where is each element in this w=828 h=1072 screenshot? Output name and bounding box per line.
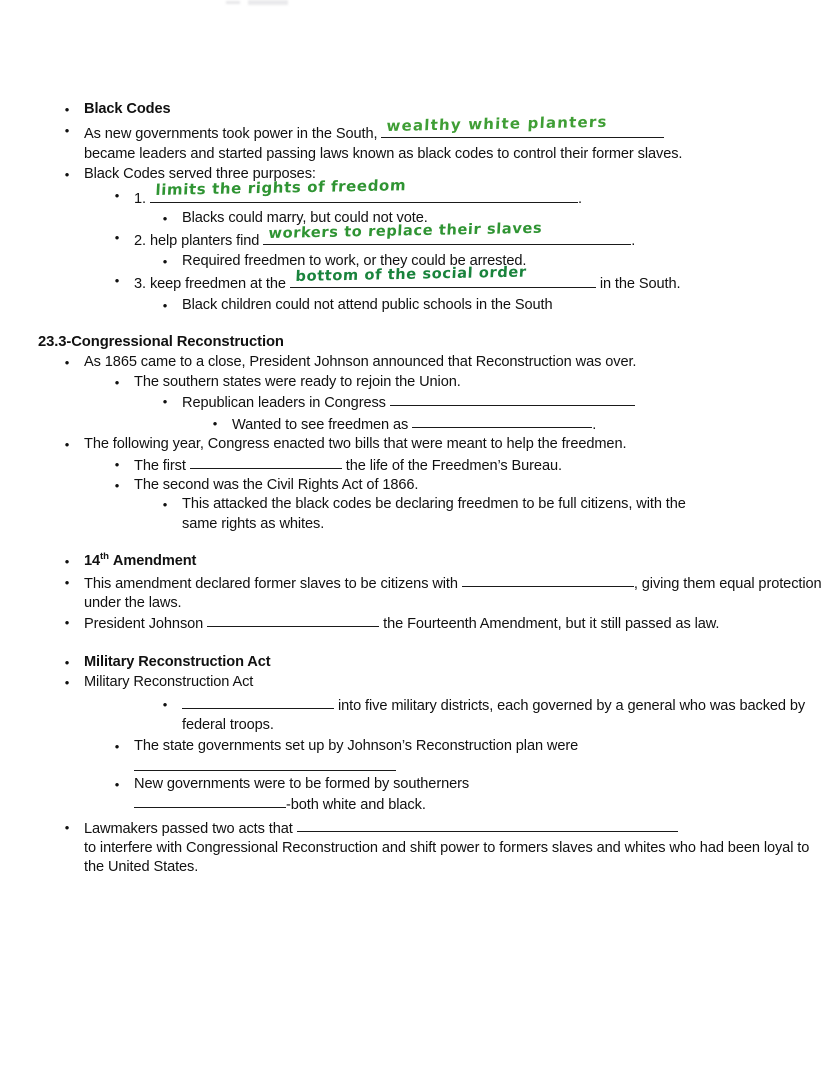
- congressional-b7-text: The second was the Civil Rights Act of 1866.: [134, 476, 419, 493]
- bullet-icon: •: [64, 437, 70, 453]
- answer-blank-intro[interactable]: [381, 112, 664, 138]
- bullet-icon: •: [162, 394, 168, 410]
- heading-military-reconstruction-act: [0, 653, 828, 672]
- military-b4-text-after: -both white and black.: [286, 797, 426, 814]
- bullet-icon: •: [64, 355, 70, 371]
- purpose-3-text-after: in the South.: [599, 276, 681, 293]
- military-b1-text: Military Reconstruction Act: [84, 674, 254, 691]
- purpose-1-number: 1.: [134, 190, 146, 207]
- congressional-b1-text: As 1865 came to a close, President Johnson announced that Reconstruction was over.: [84, 354, 637, 371]
- bullet-icon: •: [162, 253, 168, 269]
- purpose-3-number: 3.: [134, 276, 146, 293]
- military-b3-text: The state governments set up by Johnson’s Reconstruction plan were: [134, 738, 579, 755]
- answer-blank-state-governments[interactable]: [134, 770, 396, 771]
- congressional-b6-text-after: the life of the Freedmen’s Bureau.: [345, 457, 562, 474]
- heading-14th-amendment: [0, 552, 828, 571]
- amendment-heading-superscript: th: [100, 551, 109, 563]
- congressional-b2: [0, 373, 828, 392]
- purpose-3: [0, 263, 828, 294]
- congressional-b4-text: Wanted to see freedmen as: [232, 416, 409, 433]
- document-content: [0, 100, 828, 878]
- handwritten-answer-purpose-2: workers to replace their slaves: [268, 219, 543, 243]
- answer-blank-republican-leaders[interactable]: [390, 392, 635, 406]
- purpose-2-sub-text: Required freedmen to work, or they could be arrested.: [182, 252, 527, 269]
- purpose-1-period: .: [577, 190, 582, 207]
- handwritten-answer-intro: wealthy white planters: [386, 112, 609, 135]
- answer-blank-purpose-2[interactable]: [263, 219, 631, 245]
- bullet-icon: •: [114, 456, 120, 472]
- answer-blank-the-first[interactable]: [190, 455, 342, 469]
- answer-blank-wanted-freedmen[interactable]: [412, 414, 592, 428]
- purpose-2-period: .: [631, 233, 636, 250]
- amendment-heading-number: 14: [84, 553, 101, 570]
- purpose-2-number: 2.: [134, 233, 146, 250]
- bullet-icon: •: [114, 477, 120, 493]
- congressional-b3: [0, 392, 828, 413]
- congressional-title: 23.3-Congressional Reconstruction: [38, 334, 284, 351]
- bullet-icon: •: [162, 497, 168, 513]
- bullet-icon: •: [64, 819, 70, 835]
- congressional-b3-text: Republican leaders in Congress: [182, 395, 386, 412]
- heading-congressional-reconstruction: [0, 333, 828, 352]
- congressional-b4: [0, 414, 828, 435]
- answer-blank-citizens-with[interactable]: [462, 573, 634, 587]
- military-b3: [0, 737, 828, 770]
- military-b2: [0, 695, 828, 736]
- military-b4: [0, 775, 828, 816]
- bullet-icon: •: [64, 654, 70, 670]
- bullet-icon: •: [162, 696, 168, 712]
- amendment-b1-text-before: This amendment declared former slaves to be citizens with: [84, 575, 458, 592]
- congressional-b6: [0, 455, 828, 476]
- bullet-icon: •: [64, 615, 70, 631]
- scan-artifact: [248, 0, 288, 5]
- bullet-icon: •: [114, 273, 120, 289]
- amendment-heading-word: Amendment: [112, 553, 197, 570]
- military-b4-text: New governments were to be formed by southerners: [134, 775, 470, 792]
- purpose-2: [0, 219, 828, 251]
- purpose-3-sub: [0, 296, 828, 315]
- congressional-b8: [0, 495, 828, 534]
- military-b5-text-before: Lawmakers passed two acts that: [84, 820, 293, 837]
- bullet-icon: •: [64, 167, 70, 183]
- bullet-icon: •: [114, 739, 120, 755]
- congressional-b7: [0, 476, 828, 495]
- answer-blank-divided-south[interactable]: [182, 695, 334, 709]
- military-b5: [0, 818, 828, 878]
- bullet-icon: •: [162, 297, 168, 313]
- handwritten-answer-purpose-3: bottom of the social order: [294, 263, 527, 285]
- answer-blank-president-johnson[interactable]: [207, 613, 379, 627]
- military-b5-text-after: to interfere with Congressional Reconstruction and shift power to formers slaves and whites who had been loyal to the United States.: [84, 840, 810, 876]
- purposes-lead-text: Black Codes served three purposes:: [84, 166, 316, 183]
- amendment-b1-text-after: , giving them equal protection under the laws.: [84, 575, 822, 611]
- purpose-2-text-before: help planters find: [149, 233, 260, 250]
- purpose-1: [0, 176, 828, 209]
- bullet-icon: •: [114, 187, 120, 203]
- bullet-icon: •: [64, 123, 70, 139]
- purpose-3-sub-text: Black children could not attend public schools in the South: [182, 296, 553, 313]
- bullet-icon: •: [212, 415, 218, 431]
- answer-blank-lawmakers-acts[interactable]: [297, 818, 678, 832]
- bullet-icon: •: [64, 554, 70, 570]
- bullet-icon: •: [114, 374, 120, 390]
- bullet-icon: •: [114, 230, 120, 246]
- military-b1: [0, 673, 828, 692]
- scan-artifact-secondary: [226, 1, 240, 4]
- answer-blank-purpose-3[interactable]: [290, 263, 596, 288]
- congressional-b5: [0, 435, 828, 454]
- intro-text-before: As new governments took power in the South,: [84, 126, 378, 143]
- black-codes-purposes-lead: [0, 165, 828, 184]
- congressional-b2-text: The southern states were ready to rejoin the Union.: [134, 373, 461, 390]
- answer-blank-purpose-1[interactable]: [150, 176, 578, 203]
- congressional-b5-text: The following year, Congress enacted two bills that were meant to help the freedmen.: [84, 436, 627, 453]
- bullet-icon: •: [64, 574, 70, 590]
- congressional-b4-period: .: [592, 416, 597, 433]
- military-title: Military Reconstruction Act: [84, 653, 271, 670]
- bullet-icon: •: [162, 211, 168, 227]
- answer-blank-new-governments[interactable]: [134, 794, 286, 808]
- amendment-b2: [0, 613, 828, 634]
- congressional-b1: [0, 353, 828, 372]
- bullet-icon: •: [64, 102, 70, 117]
- amendment-b2-text-before: President Johnson: [84, 616, 204, 633]
- black-codes-title: Black Codes: [84, 101, 171, 117]
- black-codes-intro: [0, 112, 828, 164]
- handwritten-answer-purpose-1: limits the rights of freedom: [155, 176, 407, 200]
- congressional-b6-text-before: The first: [134, 457, 186, 474]
- amendment-b2-text-after: the Fourteenth Amendment, but it still passed as law.: [383, 616, 720, 633]
- amendment-b1: [0, 573, 828, 614]
- bullet-icon: •: [64, 675, 70, 691]
- congressional-b8-text: This attacked the black codes be declaring freedmen to be full citizens, with the same rights as whites.: [182, 496, 686, 532]
- intro-text-after: became leaders and started passing laws known as black codes to control their former slaves.: [84, 145, 683, 162]
- bullet-icon: •: [114, 776, 120, 792]
- purpose-1-sub-text: Blacks could marry, but could not vote.: [182, 210, 428, 227]
- military-b2-text-after: into five military districts, each governed by a general who was backed by federal troops.: [182, 697, 806, 733]
- purpose-3-text-before: keep freedmen at the: [149, 276, 286, 293]
